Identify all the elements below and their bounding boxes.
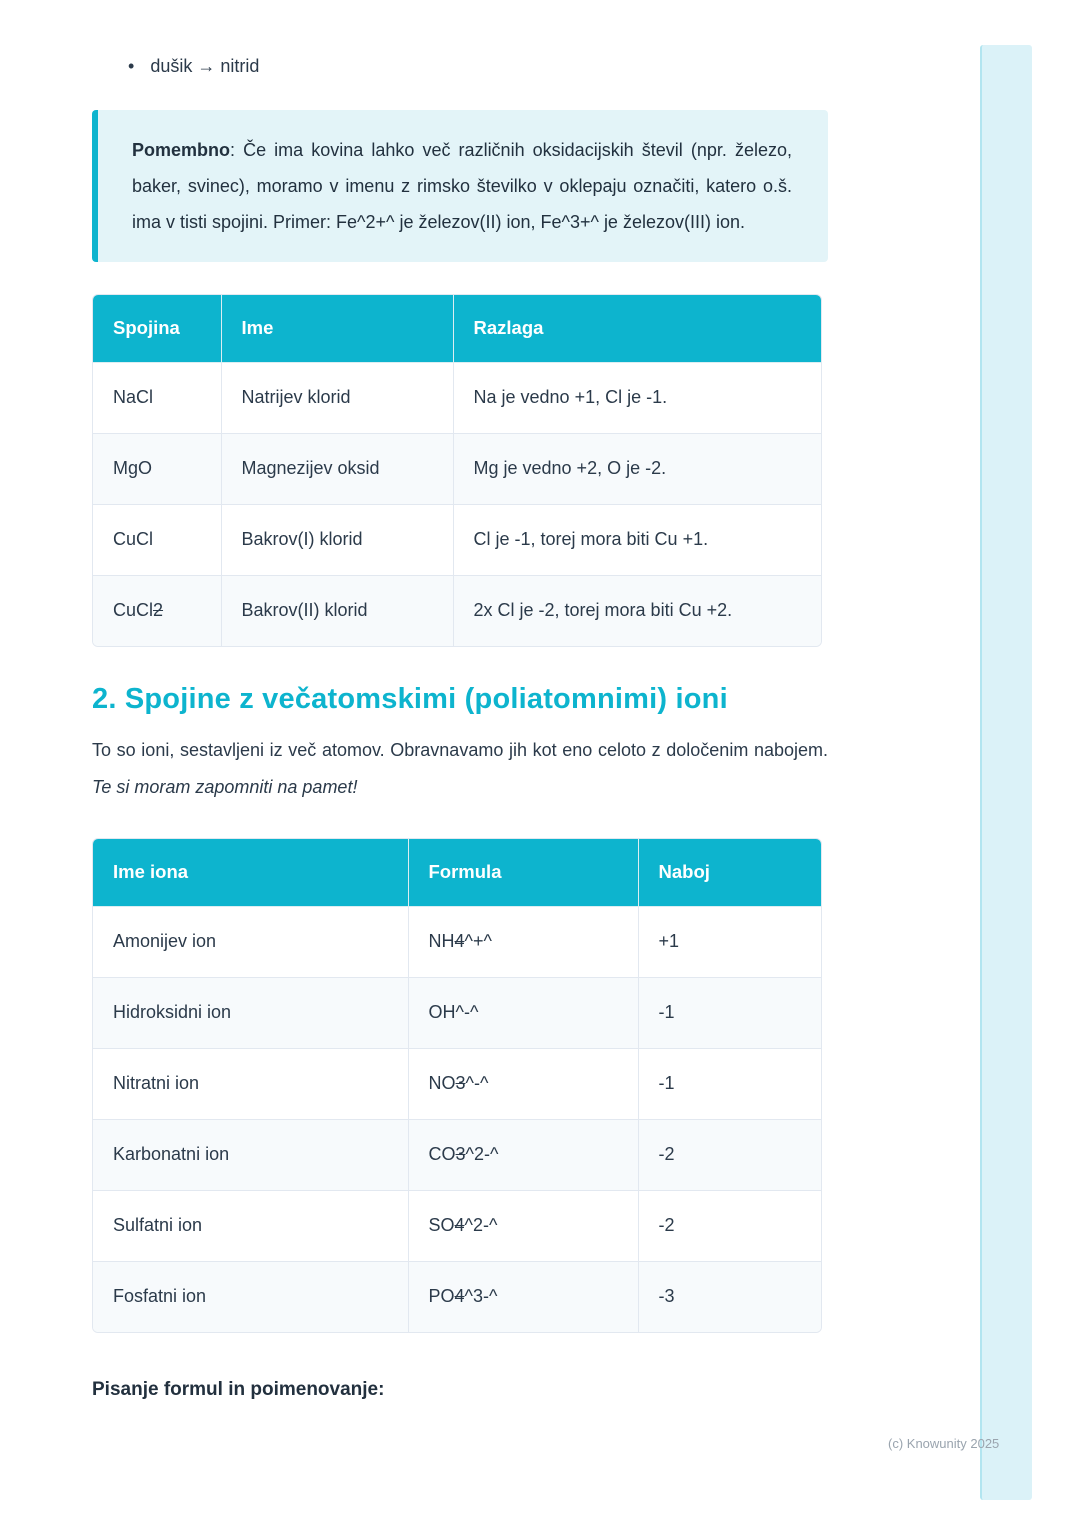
formula-charge: ^-^ — [455, 1002, 479, 1022]
cell-spojina — [93, 362, 221, 433]
cell-ime: Magnezijev oksid — [221, 433, 453, 504]
cell-ime: Natrijev klorid — [221, 362, 453, 433]
formula-text: OH — [428, 1002, 456, 1022]
cell-formula — [408, 1119, 638, 1190]
cell-ime-iona: Amonijev ion — [93, 906, 408, 977]
formula-charge: ^3-^ — [464, 1286, 498, 1307]
table-row — [93, 1048, 822, 1119]
footer-note: Pisanje formul in poimenovanje: — [92, 1379, 385, 1400]
cell-ime: Bakrov(II) klorid — [221, 575, 453, 646]
copyright-text: (c) Knowunity 2025 — [888, 1436, 1000, 1451]
header-cell-ime-iona: Ime iona — [93, 839, 408, 906]
cell-razlaga: Cl je -1, torej mora biti Cu +1. — [453, 504, 822, 575]
bullet-text: dušik → nitrid — [150, 56, 260, 76]
paragraph-text: To so ioni, sestavljeni iz več atomov. Obravnavamo jih kot eno celoto z določenim nabojem. — [92, 740, 828, 760]
formula-subscript: 2 — [153, 600, 164, 621]
formula-text: NH — [428, 931, 455, 951]
ions-table — [92, 838, 822, 1333]
cell-ime-iona: Nitratni ion — [93, 1048, 408, 1119]
table-row — [93, 575, 822, 646]
table-row — [93, 1119, 822, 1190]
cell-spojina — [93, 504, 221, 575]
formula-charge: ^+^ — [464, 931, 492, 951]
formula-subscript: 4 — [454, 1286, 465, 1307]
formula-text: SO — [428, 1215, 455, 1235]
table-row — [93, 362, 822, 433]
section-heading: 2. Spojine z večatomskimi (poliatomnimi) ioni — [92, 683, 728, 715]
cell-naboj: -3 — [638, 1261, 822, 1332]
cell-razlaga: Mg je vedno +2, O je -2. — [453, 433, 822, 504]
formula-subscript: 3 — [455, 1144, 466, 1164]
cell-formula — [408, 1261, 638, 1332]
page-content — [92, 52, 828, 1401]
cell-naboj: -1 — [638, 977, 822, 1048]
formula-text: CuCl — [113, 600, 154, 621]
header-cell-razlaga: Razlaga — [453, 295, 822, 362]
table-header-row — [93, 839, 822, 906]
cell-formula — [408, 977, 638, 1048]
cell-formula — [408, 1190, 638, 1261]
formula-text: NO — [428, 1073, 456, 1093]
formula-subscript: 3 — [455, 1073, 466, 1093]
cell-ime-iona: Karbonatni ion — [93, 1119, 408, 1190]
cell-ime-iona: Sulfatni ion — [93, 1190, 408, 1261]
cell-razlaga: 2x Cl je -2, torej mora biti Cu +2. — [453, 575, 822, 646]
cell-naboj: +1 — [638, 906, 822, 977]
formula-subscript: 4 — [454, 1215, 465, 1235]
cell-naboj: -2 — [638, 1190, 822, 1261]
formula-charge: ^-^ — [465, 1073, 489, 1093]
paragraph-italic-text: Te si moram zapomniti na pamet! — [92, 777, 358, 797]
cell-ime: Bakrov(I) klorid — [221, 504, 453, 575]
formula-text: PO — [428, 1286, 455, 1307]
table-row — [93, 1190, 822, 1261]
header-cell-formula: Formula — [408, 839, 638, 906]
bullet-list-item — [128, 52, 828, 80]
compounds-table — [92, 294, 822, 647]
cell-formula — [408, 906, 638, 977]
cell-spojina — [93, 433, 221, 504]
cell-spojina — [93, 575, 221, 646]
header-cell-spojina: Spojina — [93, 295, 221, 362]
table-row — [93, 433, 822, 504]
page-edge-strip — [980, 45, 1032, 1500]
callout-text: : Če ima kovina lahko več različnih oksidacijskih števil (npr. železo, baker, svinec), moramo v imenu z rimsko številko v oklepaju označiti, katero o.š. ima v tisti spojini. Primer: Fe^2+^ je železov(II) ion, Fe^3+^ je železov(III) ion. — [132, 140, 792, 232]
table-row — [93, 906, 822, 977]
formula-subscript: 4 — [454, 931, 465, 951]
important-callout — [92, 110, 828, 262]
cell-naboj: -1 — [638, 1048, 822, 1119]
table-header-row — [93, 295, 822, 362]
cell-naboj: -2 — [638, 1119, 822, 1190]
cell-formula — [408, 1048, 638, 1119]
formula-text: CO — [428, 1144, 456, 1164]
table-row — [93, 977, 822, 1048]
cell-ime-iona: Fosfatni ion — [93, 1261, 408, 1332]
intro-paragraph — [92, 732, 828, 806]
formula-text: MgO — [113, 458, 153, 478]
formula-text: CuCl — [113, 529, 154, 549]
callout-label: Pomembno — [132, 140, 231, 160]
cell-razlaga: Na je vedno +1, Cl je -1. — [453, 362, 822, 433]
header-cell-naboj: Naboj — [638, 839, 822, 906]
bullet-icon: • — [128, 56, 135, 76]
formula-charge: ^2-^ — [464, 1215, 498, 1235]
header-cell-ime: Ime — [221, 295, 453, 362]
table-row — [93, 1261, 822, 1332]
formula-charge: ^2-^ — [465, 1144, 499, 1164]
cell-ime-iona: Hidroksidni ion — [93, 977, 408, 1048]
table-row — [93, 504, 822, 575]
formula-text: NaCl — [113, 387, 154, 407]
